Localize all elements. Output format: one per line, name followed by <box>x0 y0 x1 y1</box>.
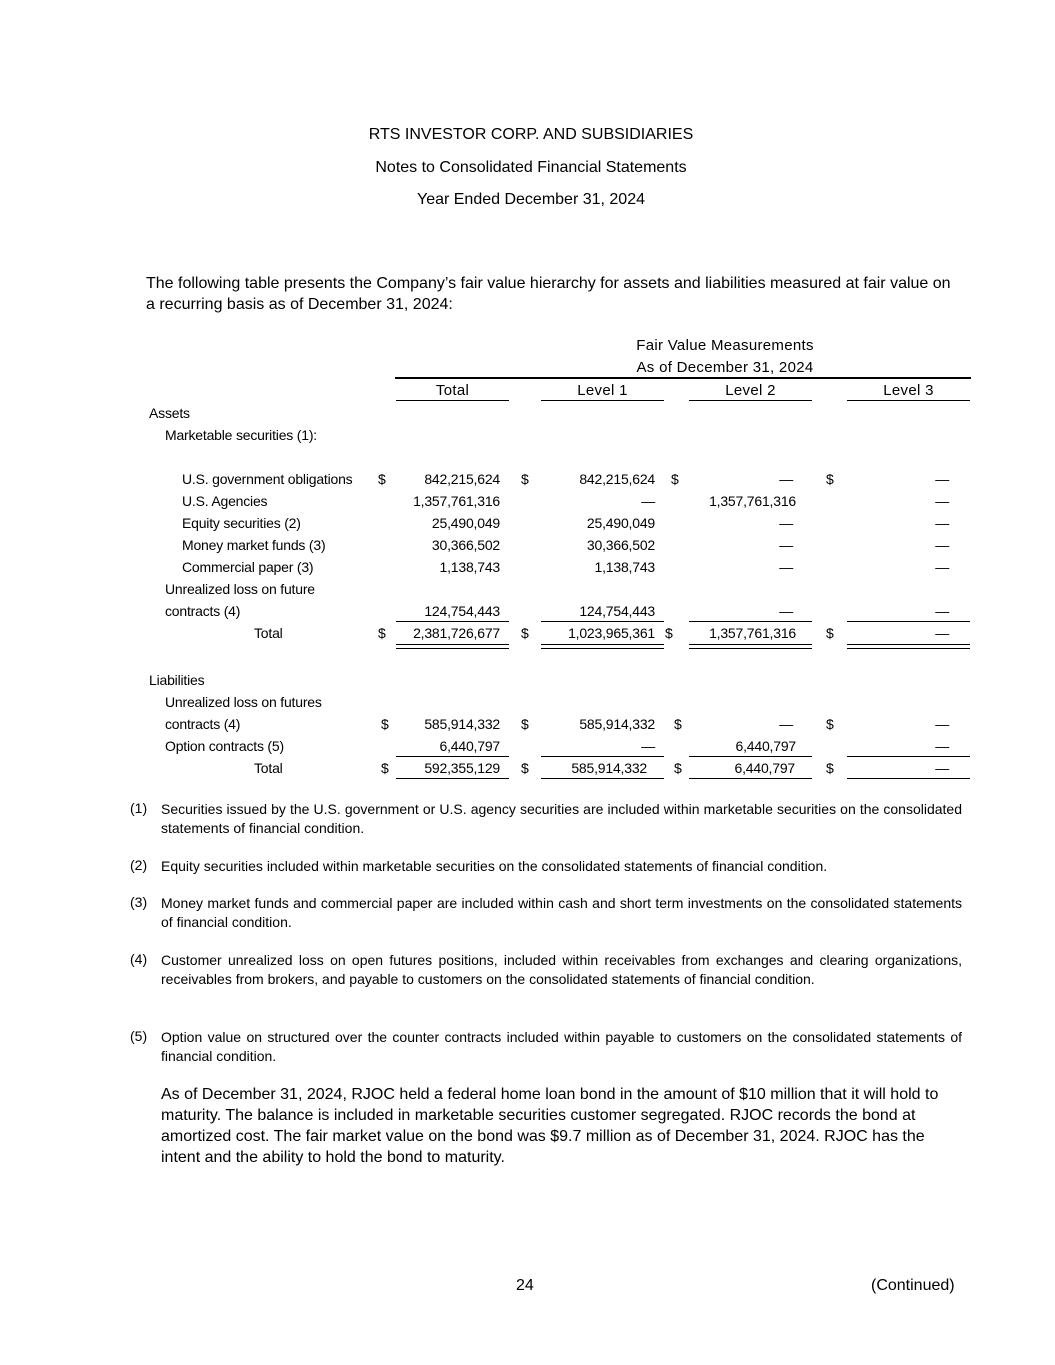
level3-value: — <box>935 471 949 487</box>
total-rule <box>689 778 812 779</box>
total-rule <box>541 778 664 779</box>
total-value: 2,381,726,677 <box>413 625 500 641</box>
table-date: As of December 31, 2024 <box>636 359 814 376</box>
subtotal-rule <box>541 756 664 757</box>
row-label: Total <box>254 625 283 641</box>
total-double-rule <box>847 644 970 649</box>
level2-value: — <box>779 471 793 487</box>
total-value: 1,138,743 <box>439 559 500 575</box>
column-rule <box>541 400 664 401</box>
row-label: Unrealized loss on futures <box>165 694 322 710</box>
page-number: 24 <box>516 1277 534 1294</box>
level2-value: 6,440,797 <box>735 738 796 754</box>
currency-symbol: $ <box>671 471 679 487</box>
level1-value: 25,490,049 <box>586 515 655 531</box>
level1-value: — <box>641 493 655 509</box>
column-rule <box>396 400 509 401</box>
level3-value: — <box>935 760 949 776</box>
total-rule <box>396 778 509 779</box>
statement-period: Year Ended December 31, 2024 <box>416 191 645 208</box>
subtotal-rule <box>396 756 509 757</box>
continued-label: (Continued) <box>871 1277 955 1294</box>
level1-value: 842,215,624 <box>579 471 655 487</box>
level2-value: — <box>779 559 793 575</box>
liabilities-section-label: Liabilities <box>149 672 205 688</box>
currency-symbol: $ <box>674 716 682 732</box>
total-rule <box>847 778 970 779</box>
total-value: 25,490,049 <box>431 515 500 531</box>
currency-symbol: $ <box>381 760 389 776</box>
level3-value: — <box>935 537 949 553</box>
table-title: Fair Value Measurements <box>636 337 814 354</box>
total-value: 1,357,761,316 <box>413 493 500 509</box>
level2-value: — <box>779 716 793 732</box>
currency-symbol: $ <box>521 760 529 776</box>
company-name: RTS INVESTOR CORP. AND SUBSIDIARIES <box>368 126 694 143</box>
row-label: contracts (4) <box>165 603 241 619</box>
row-label: Equity securities (2) <box>182 515 301 531</box>
level1-value: 30,366,502 <box>586 537 655 553</box>
row-label: U.S. government obligations <box>182 471 353 487</box>
intro-paragraph: The following table presents the Company’s fair value hierarchy for assets and liabilities measured at fair value on a recurring basis as of December 31, 2024: <box>146 275 951 313</box>
level3-value: — <box>935 716 949 732</box>
total-value: 6,440,797 <box>439 738 500 754</box>
footnote-number: (1) <box>130 800 148 816</box>
total-double-rule <box>396 644 509 649</box>
level3-value: — <box>935 559 949 575</box>
currency-symbol: $ <box>826 716 834 732</box>
footnote-text: Customer unrealized loss on open futures positions, included within receivables from exchanges and clearing organizations, receivables from brokers, and payable to customers on the consolidated statements of financial condition. <box>161 952 962 987</box>
footnote-number: (2) <box>130 857 148 873</box>
column-rule <box>847 400 970 401</box>
level2-value: 6,440,797 <box>734 760 795 776</box>
header-top-rule <box>395 377 971 379</box>
level2-value: — <box>779 515 793 531</box>
currency-symbol: $ <box>521 625 529 641</box>
footnote-number: (5) <box>130 1028 148 1044</box>
footnote-text: Money market funds and commercial paper are included within cash and short term investments on the consolidated statements of financial condition. <box>161 895 962 930</box>
level1-value: 1,023,965,361 <box>568 625 655 641</box>
column-rule <box>689 400 812 401</box>
row-label: contracts (4) <box>165 716 241 732</box>
footnote-text: Option value on structured over the counter contracts included within payable to customers on the consolidated statements of financial condition. <box>161 1029 962 1064</box>
level2-value: — <box>779 537 793 553</box>
footnote-number: (4) <box>130 951 148 967</box>
column-header-level1: Level 1 <box>577 382 628 399</box>
row-label: U.S. Agencies <box>182 493 268 509</box>
row-label: Unrealized loss on future <box>165 581 315 597</box>
currency-symbol: $ <box>674 760 682 776</box>
column-header-level3: Level 3 <box>883 382 934 399</box>
currency-symbol: $ <box>521 471 529 487</box>
total-double-rule <box>689 644 812 649</box>
currency-symbol: $ <box>826 471 834 487</box>
subtotal-rule <box>847 756 970 757</box>
closing-paragraph: As of December 31, 2024, RJOC held a federal home loan bond in the amount of $10 million that it will hold to maturity. The balance is included in marketable securities customer segregated. RJOC records the bond at amortized cost. The fair market value on the bond was $9.7 million as of December 31, 2024. RJOC has the intent and the ability to hold the bond to maturity. <box>161 1086 939 1166</box>
level3-value: — <box>935 515 949 531</box>
level1-value: 1,138,743 <box>594 559 655 575</box>
row-label: Money market funds (3) <box>182 537 326 553</box>
total-value: 842,215,624 <box>424 471 500 487</box>
currency-symbol: $ <box>826 760 834 776</box>
level2-value: — <box>779 603 793 619</box>
total-value: 585,914,332 <box>424 716 500 732</box>
subtotal-rule <box>396 621 509 622</box>
statement-subtitle: Notes to Consolidated Financial Statements <box>375 159 687 176</box>
marketable-securities-label: Marketable securities (1): <box>165 427 317 443</box>
row-label: Commercial paper (3) <box>182 559 314 575</box>
currency-symbol: $ <box>378 471 386 487</box>
total-value: 30,366,502 <box>431 537 500 553</box>
total-value: 124,754,443 <box>424 603 500 619</box>
level3-value: — <box>935 603 949 619</box>
footnote-number: (3) <box>130 894 148 910</box>
currency-symbol: $ <box>378 625 386 641</box>
footnote-text: Securities issued by the U.S. government or U.S. agency securities are included within marketable securities on the consolidated statements of financial condition. <box>161 801 962 836</box>
level1-value: 585,914,332 <box>571 760 647 776</box>
level3-value: — <box>935 493 949 509</box>
level2-value: 1,357,761,316 <box>709 625 796 641</box>
column-header-total: Total <box>435 382 470 399</box>
subtotal-rule <box>541 621 664 622</box>
level1-value: 585,914,332 <box>579 716 655 732</box>
row-label: Total <box>254 760 283 776</box>
assets-section-label: Assets <box>149 405 190 421</box>
currency-symbol: $ <box>665 625 673 641</box>
subtotal-rule <box>689 621 812 622</box>
total-double-rule <box>541 644 664 649</box>
subtotal-rule <box>847 621 970 622</box>
total-value: 592,355,129 <box>424 760 500 776</box>
level1-value: 124,754,443 <box>579 603 655 619</box>
row-label: Option contracts (5) <box>165 738 284 754</box>
level1-value: — <box>641 738 655 754</box>
footnote-text: Equity securities included within marketable securities on the consolidated statements of financial condition. <box>161 858 828 874</box>
level2-value: 1,357,761,316 <box>709 493 796 509</box>
subtotal-rule <box>689 756 812 757</box>
currency-symbol: $ <box>826 625 834 641</box>
level3-value: — <box>935 625 949 641</box>
level3-value: — <box>935 738 949 754</box>
currency-symbol: $ <box>381 716 389 732</box>
column-header-level2: Level 2 <box>725 382 776 399</box>
currency-symbol: $ <box>521 716 529 732</box>
